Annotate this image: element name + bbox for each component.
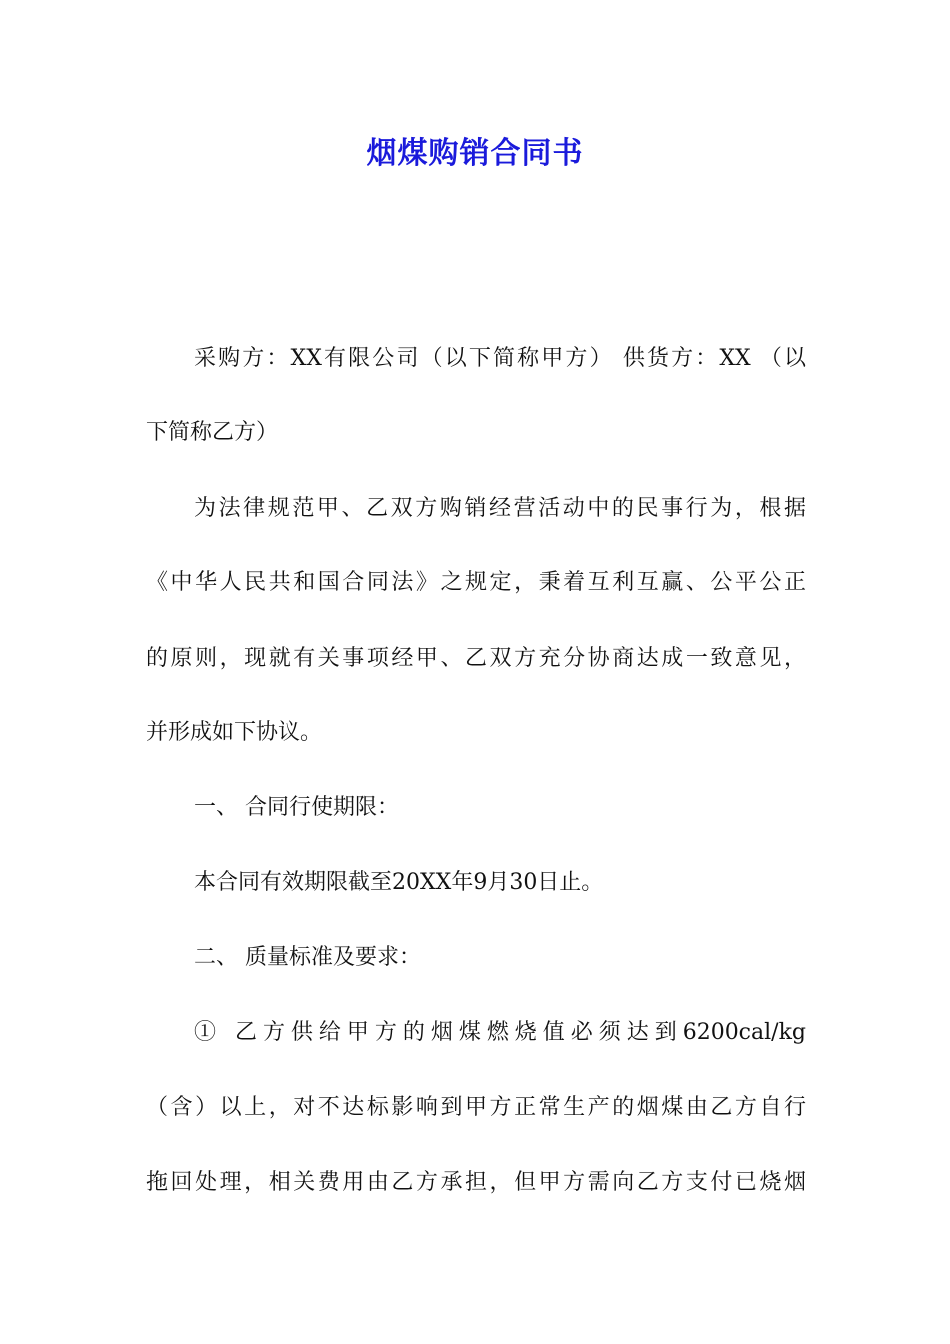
section-heading-term: 一、 合同行使期限： — [194, 795, 399, 820]
paragraph-line-parties-cont: 下简称乙方） — [146, 420, 279, 445]
section-heading-quality: 二、 质量标准及要求： — [194, 945, 421, 970]
document-title: 烟煤购销合同书 — [366, 136, 584, 171]
paragraph-line-purpose-4: 并形成如下协议。 — [146, 720, 323, 745]
paragraph-line-quality-2: （含）以上，对不达标影响到甲方正常生产的烟煤由乙方自行 — [146, 1095, 806, 1120]
paragraph-line-purpose-1: 为法律规范甲、乙双方购销经营活动中的民事行为，根据 — [194, 496, 806, 521]
paragraph-line-term: 本合同有效期限截至20XX年9月30日止。 — [194, 870, 604, 895]
paragraph-line-quality-1: ① 乙方供给甲方的烟煤燃烧值必须达到6200cal/kg — [194, 1020, 806, 1045]
paragraph-line-parties: 采购方：XX有限公司（以下简称甲方） 供货方：XX （以 — [194, 346, 806, 371]
paragraph-line-purpose-2: 《中华人民共和国合同法》之规定，秉着互利互赢、公平公正 — [146, 570, 806, 595]
paragraph-line-quality-3: 拖回处理，相关费用由乙方承担，但甲方需向乙方支付已烧烟 — [146, 1170, 806, 1195]
paragraph-line-purpose-3: 的原则，现就有关事项经甲、乙双方充分协商达成一致意见， — [146, 646, 806, 671]
